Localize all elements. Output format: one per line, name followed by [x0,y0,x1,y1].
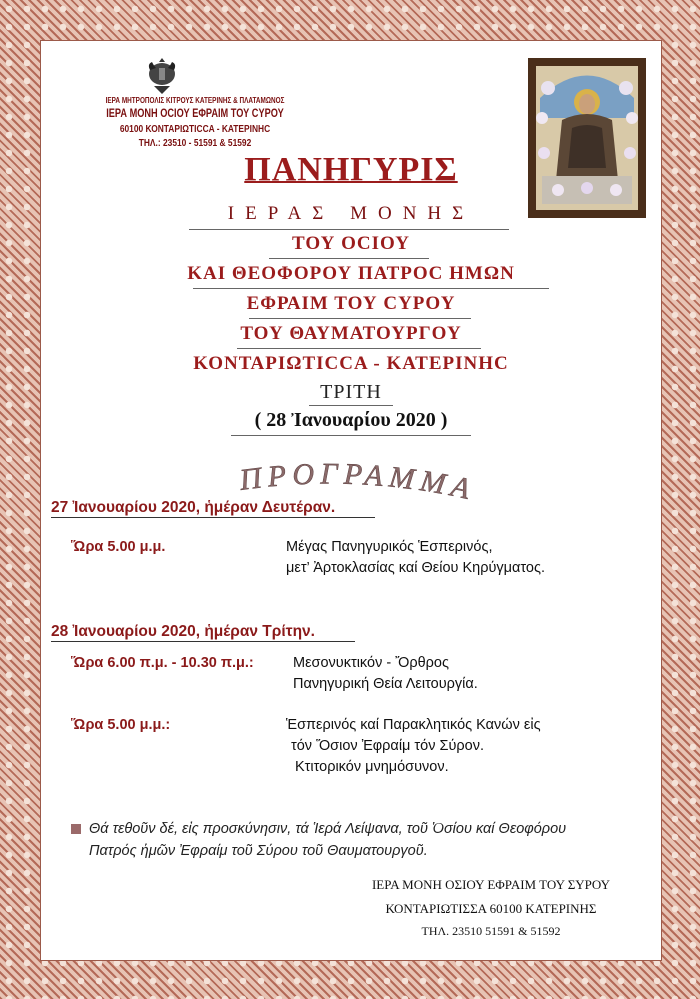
address-line: 60100 ΚΟΝΤΑΡΙΩΤΙCCA - ΚΑΤΕΡΙΝΗC [119,123,271,135]
day2-time-2: Ὥρα 5.00 μ.μ.: [71,717,171,733]
poster-content [40,40,662,961]
day2-heading: 28 Ἰανουαρίου 2020, ἡμέραν Τρίτην. [51,623,315,640]
monastery-subtitle: ΙΕΡΑΣ ΜΟΝΗΣ [227,203,475,224]
double-headed-eagle-emblem [146,56,178,96]
title-underline [189,229,509,230]
festival-date: ( 28 Ἰανουαρίου 2020 ) [254,409,448,431]
day2-time-1: Ὥρα 6.00 π.μ. - 10.30 π.μ.: [71,655,254,671]
title-underline [269,258,429,259]
title-underline [231,435,471,436]
relics-note-line-1: Θά τεθοῦν δέ, εἰς προσκύνησιν, τά Ἱερά Λείψανα, τοῦ Ὁσίου καί Θεοφόρου [89,821,567,837]
day2-desc-1b: Πανηγυρική Θεία Λειτουργία. [293,676,478,692]
title-underline [309,405,393,406]
day1-desc-2: μετ’ Ἀρτοκλασίας καί Θείου Κηρύγματος. [286,560,545,576]
saint-icon-image [528,58,646,218]
day2-desc-1a: Μεσονυκτικόν - Ὄρθρος [293,655,449,671]
phone-line: ΤΗΛ.: 23510 - 51591 & 51592 [138,137,252,149]
title-underline [193,288,549,289]
weekday: ΤΡΙΤΗ [320,381,382,403]
festival-title: ΠΑΝΗΓΥΡΙΣ [244,151,458,188]
metropolis-line: ΙΕΡΑ ΜΗΤΡΟΠΟΛΙΣ ΚΙΤΡΟΥΣ ΚΑΤΕΡΙΝΗΣ & ΠΛΑΤΑΜΩΝΟΣ [105,96,285,105]
section-underline [51,641,355,642]
program-heading-text: ΠΡΟΓΡΑΜΜ [237,457,454,502]
title-underline [249,318,471,319]
footer-address: ΚΟΝΤΑΡΙΩΤΙΣΣΑ 60100 ΚΑΤΕΡΙΝΗΣ [385,901,597,916]
section-underline [51,517,375,518]
title-underline [237,348,481,349]
monastery-line: ΙΕΡΑ ΜΟΝΗ ΟCΙΟΥ ΕΦΡΑΙΜ ΤΟΥ CΥΡΟΥ [106,108,284,120]
title-line-5: ΚΟΝΤΑΡΙΩΤΙCCA - ΚΑΤΕΡΙΝΗC [193,353,509,374]
day2-desc-2b: τόν Ὅσιον Ἐφραίμ τόν Σύρον. [291,738,484,754]
title-line-2: ΚΑΙ ΘΕΟΦΟΡΟΥ ΠΑΤΡΟC ΗΜΩΝ [187,263,515,284]
relics-note [71,818,631,862]
day1-heading: 27 Ἰανουαρίου 2020, ἡμέραν Δευτέραν. [51,499,336,516]
day1-time: Ὥρα 5.00 μ.μ. [71,539,166,555]
square-bullet-icon [71,824,81,834]
title-line-4: ΤΟΥ ΘΑΥΜΑΤΟΥΡΓΟΥ [240,323,462,344]
title-line-1: ΤΟΥ ΟCΙΟΥ [292,233,410,254]
relics-note-line-2: Πατρός ἡμῶν Ἐφραίμ τοῦ Σύρου τοῦ Θαυματουργοῦ. [89,843,428,859]
title-line-3: ΕΦΡΑΙΜ ΤΟΥ CΥΡΟΥ [246,293,456,314]
footer-phone: ΤΗΛ. 23510 51591 & 51592 [421,924,561,938]
day1-desc-1: Μέγας Πανηγυρικός Ἑσπερινός, [286,539,493,555]
day2-desc-2a: Ἑσπερινός καί Παρακλητικός Κανών εἰς [286,717,541,733]
footer-monastery: ΙΕΡΑ ΜΟΝΗ ΟΣΙΟΥ ΕΦΡΑΙΜ ΤΟΥ ΣΥΡΟΥ [371,877,611,892]
day2-desc-2c: Κτιτορικόν μνημόσυνον. [295,759,449,775]
